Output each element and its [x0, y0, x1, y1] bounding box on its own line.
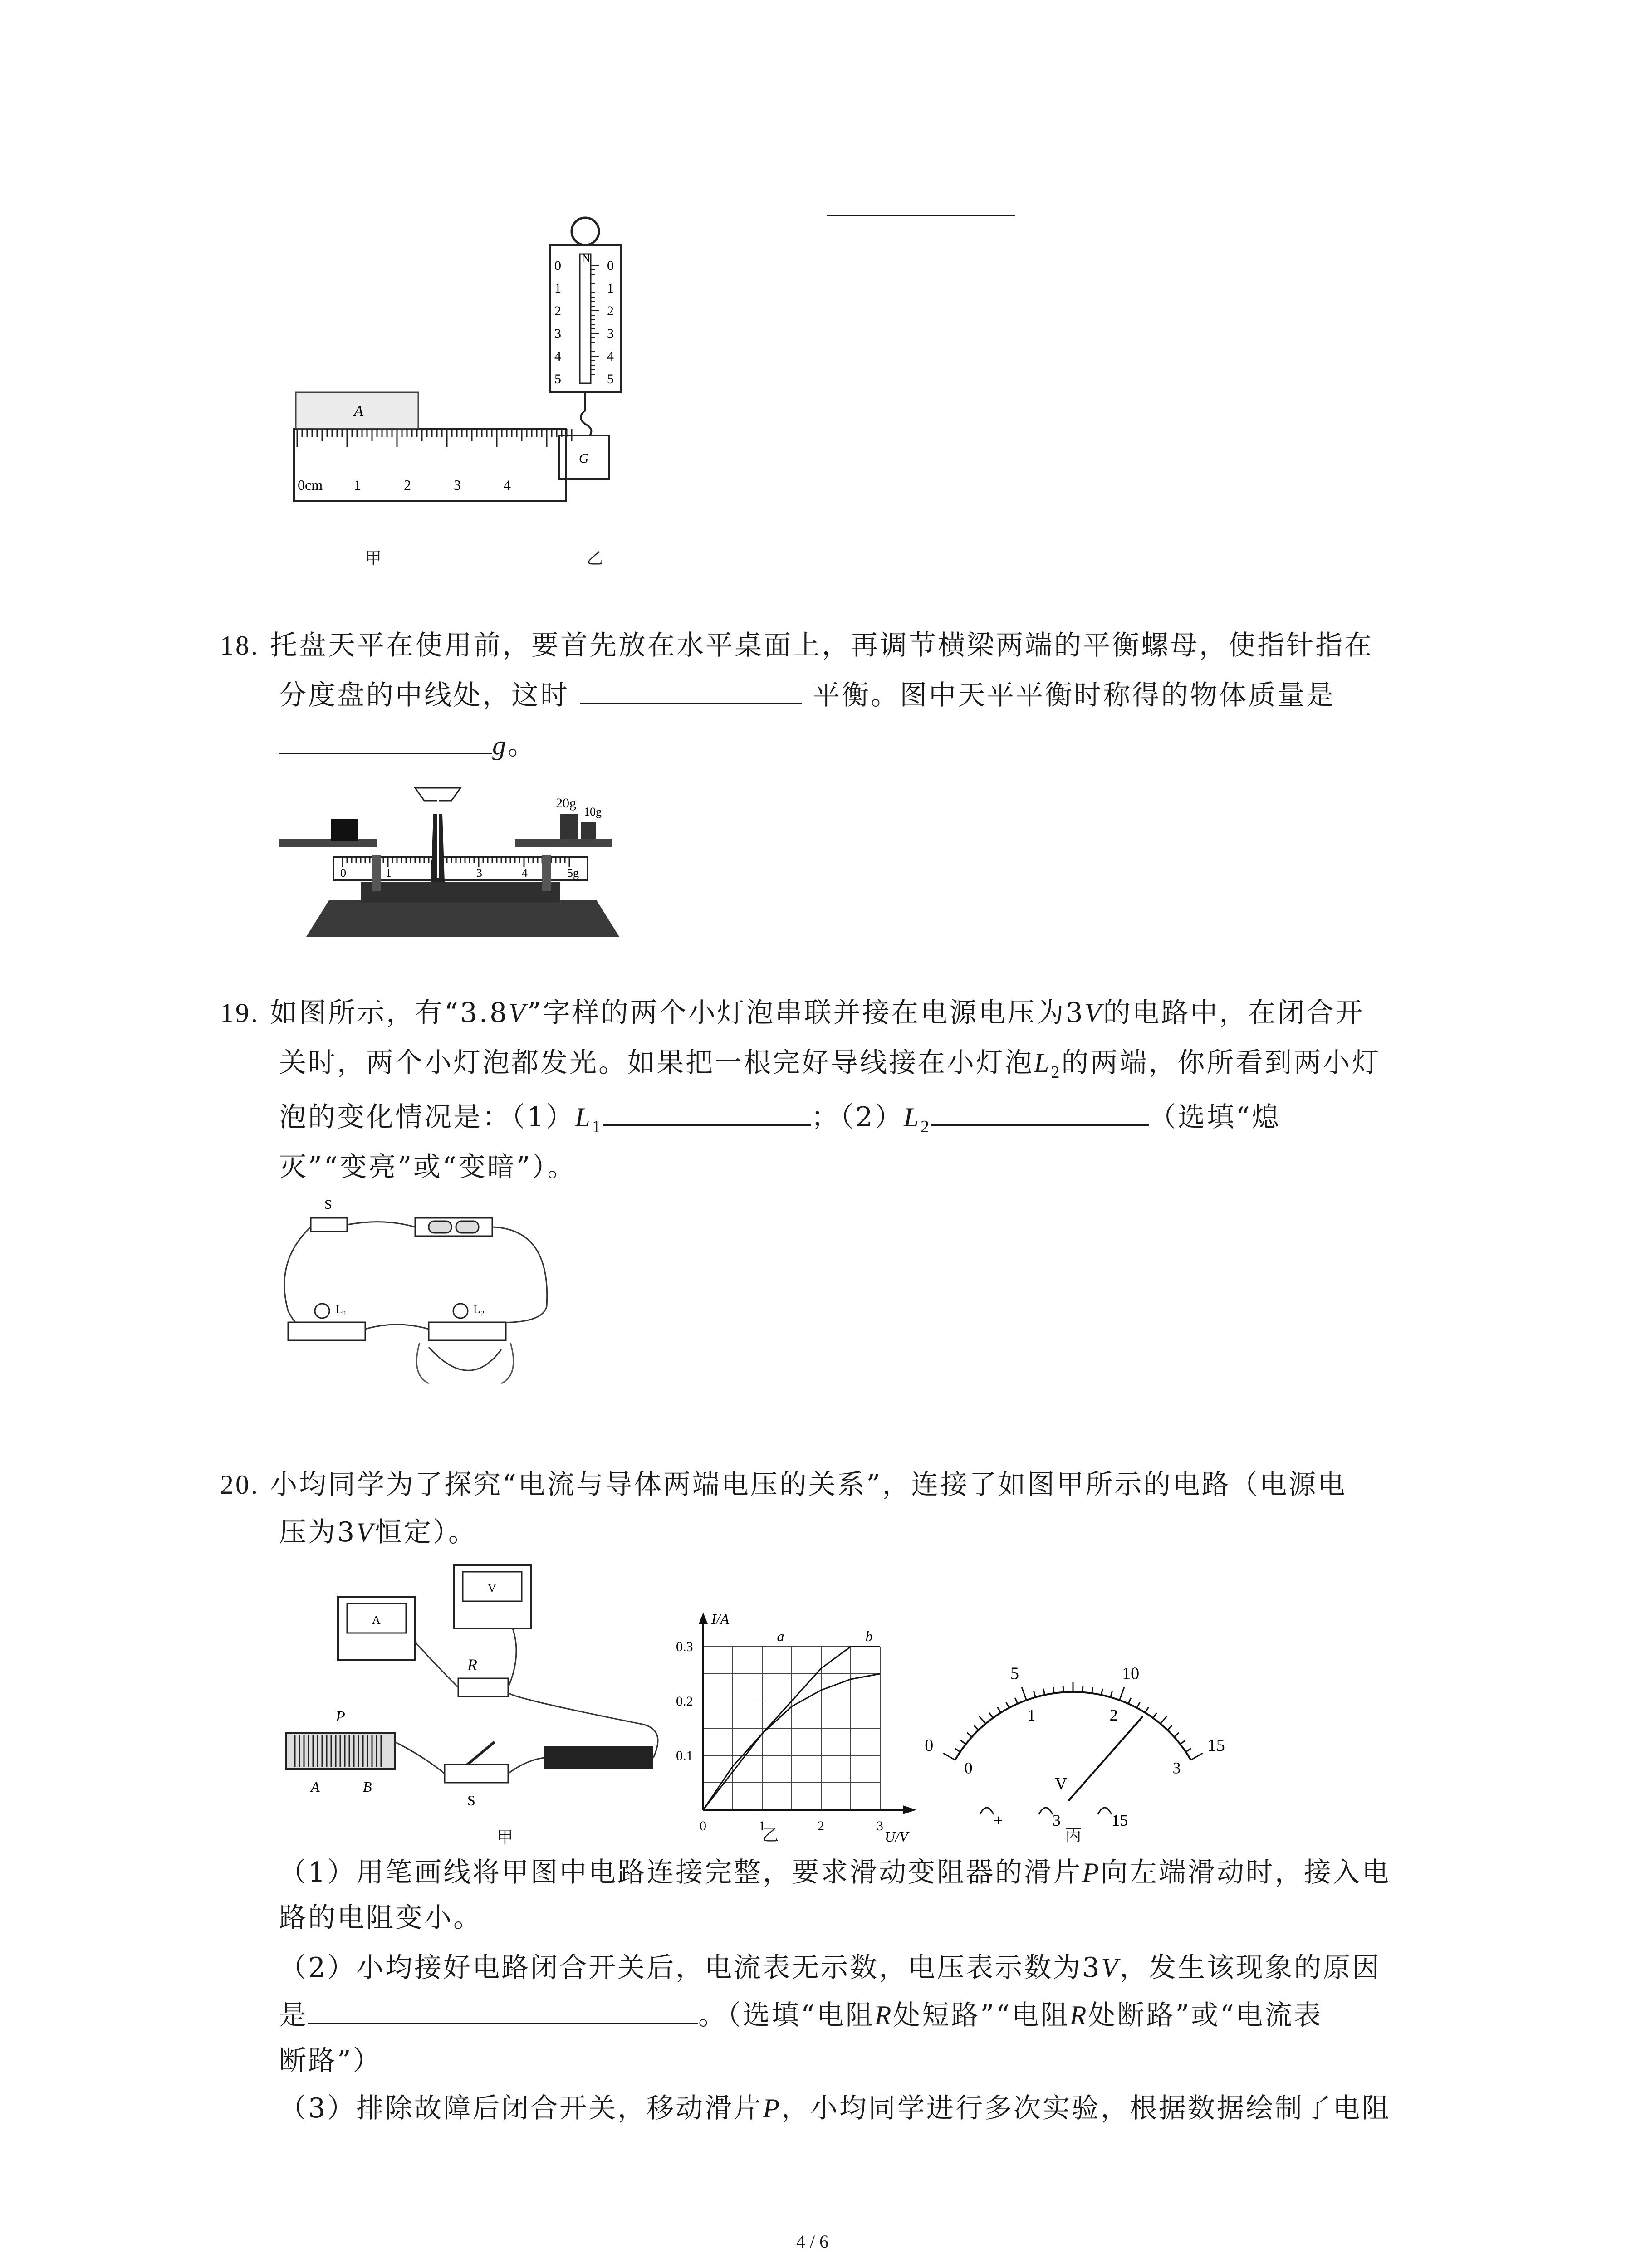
series-label-b: b — [865, 1628, 873, 1644]
dial-tick — [974, 1725, 979, 1730]
dial-outer-label: 15 — [1207, 1736, 1225, 1755]
q18-text: 托盘天平在使用前，要首先放在水平桌面上，再调节横梁两端的平衡螺母，使指针指在 — [270, 630, 1374, 661]
terminal-label: 3 — [1053, 1811, 1061, 1829]
terminal-A: A — [311, 1779, 320, 1795]
q20-part1-line1: （1）用笔画线将甲图中电路连接完整，要求滑动变阻器的滑片P向左端滑动时，接入电 — [279, 1857, 1391, 1888]
dial-outer-label: 10 — [1122, 1664, 1140, 1683]
page-number: 4 / 6 — [796, 2231, 829, 2252]
dial-inner-label: 2 — [1109, 1706, 1118, 1724]
balance-tick-label: 0 — [340, 866, 346, 880]
answer-blank[interactable] — [603, 1096, 811, 1126]
dial-tick — [1180, 1740, 1185, 1745]
dial-inner-label: 1 — [1027, 1706, 1036, 1724]
dial-tick — [1101, 1689, 1102, 1695]
q18-line2: 分度盘的中线处，这时 平衡。图中天平平衡时称得的物体质量是 — [279, 674, 1335, 717]
bulb1-label: L₁ — [336, 1303, 347, 1316]
dial-tick — [955, 1748, 960, 1752]
dial-needle — [1068, 1716, 1143, 1801]
ruler-tick-label: 3 — [454, 477, 461, 493]
spring-tick-label: 4 — [607, 349, 614, 364]
dial-tick — [1174, 1733, 1179, 1737]
q20-part2-line1: （2）小均接好电路闭合开关后，电流表无示数，电压表示数为3V，发生该现象的原因 — [279, 1952, 1381, 1984]
q20-part3-line1: （3）排除故障后闭合开关，移动滑片P，小均同学进行多次实验，根据数据绘制了电阻 — [279, 2092, 1391, 2124]
spring-balance — [550, 218, 621, 479]
figure-caption-a: 甲 — [365, 549, 382, 568]
dial-tick — [1167, 1725, 1172, 1730]
dial-tick — [1137, 1702, 1140, 1708]
spring-unit: N — [582, 252, 590, 265]
question-number: 20. — [220, 1470, 260, 1500]
ruler — [294, 392, 572, 501]
spring-tick-label: 2 — [554, 303, 561, 318]
spring-tick-label: 5 — [607, 371, 614, 386]
block-label: A — [354, 403, 363, 420]
dial-tick — [1034, 1691, 1035, 1697]
dial-tick — [1053, 1687, 1054, 1693]
spring-tick-label: 3 — [554, 326, 561, 341]
dial-tick — [1043, 1689, 1045, 1695]
x-axis-arrow — [903, 1805, 916, 1814]
dial-tick — [1153, 1713, 1156, 1718]
x-tick-label: 3 — [877, 1818, 883, 1833]
terminal-wire — [1039, 1808, 1053, 1814]
dial-tick — [1022, 1687, 1026, 1700]
q20-part2-line3: 断路”） — [279, 2045, 382, 2077]
dial-inner-label: 0 — [964, 1759, 973, 1777]
y-axis-label: I/A — [711, 1611, 730, 1627]
weight-label: G — [579, 451, 589, 466]
spring-tick-label: 1 — [607, 281, 614, 296]
figure-iu-graph — [676, 1606, 930, 1845]
spring-tick-label: 3 — [607, 326, 614, 341]
x-tick-label: 2 — [818, 1818, 824, 1833]
dial-tick — [1145, 1707, 1148, 1713]
balance-tick-label: 3 — [476, 866, 482, 880]
figure-balance — [279, 769, 642, 946]
ruler-tick-label: 1 — [354, 477, 361, 493]
figure-voltmeter-dial — [925, 1633, 1225, 1829]
x-tick-label: 1 — [759, 1818, 765, 1833]
slider-label: P — [336, 1708, 345, 1725]
bulb2-label: L₂ — [473, 1303, 485, 1316]
q18-line1 — [220, 624, 1373, 667]
answer-blank[interactable] — [580, 675, 802, 704]
question-number: 19. — [220, 998, 260, 1028]
spring-tick-label: 4 — [554, 349, 561, 364]
dial-tick — [943, 1753, 955, 1760]
q20-line1: 20. 小均同学为了探究“电流与导体两端电压的关系”，连接了如图甲所示的电路（电源电 — [220, 1469, 1347, 1501]
answer-blank-top — [827, 215, 1015, 216]
dial-outer-label: 5 — [1010, 1664, 1019, 1683]
question-number: 18. — [220, 631, 260, 660]
dial-tick — [1111, 1691, 1112, 1697]
q19-line2: 关时，两个小灯泡都发光。如果把一根完好导线接在小灯泡$L_2$的两端，你所看到两小灯 — [279, 1047, 1381, 1082]
terminal-wire — [980, 1808, 994, 1814]
answer-blank[interactable] — [279, 724, 492, 754]
q19-line1: 19. 如图所示，有“3.8V”字样的两个小灯泡串联并接在电源电压为3V的电路中，在闭合开 — [220, 997, 1365, 1029]
figure-ruler-spring — [272, 218, 635, 581]
q20-line2: 压为3V恒定）。 — [279, 1516, 477, 1548]
weight-20g: 20g — [556, 796, 576, 811]
figure-caption-b: 乙 — [587, 549, 603, 568]
dial-tick — [998, 1707, 1001, 1713]
answer-blank[interactable] — [308, 1994, 698, 2024]
balance-tick-label: 1 — [386, 866, 392, 880]
y-tick-label: 0.2 — [676, 1694, 693, 1709]
dial-tick — [979, 1716, 985, 1724]
balance-tick-label: 4 — [522, 866, 528, 880]
dial-unit: V — [1055, 1774, 1068, 1794]
dial-tick — [961, 1740, 966, 1745]
voltmeter-label: V — [488, 1582, 496, 1595]
terminal-label: 15 — [1112, 1811, 1128, 1829]
terminal-label: + — [994, 1811, 1003, 1829]
resistor-label: R — [467, 1656, 477, 1674]
spring-tick-label: 1 — [554, 281, 561, 296]
dial-tick — [1006, 1702, 1009, 1708]
dial-tick — [967, 1733, 972, 1737]
ammeter-label: A — [372, 1613, 381, 1627]
balance-tick-label: 5g — [567, 866, 579, 880]
dial-tick — [1092, 1687, 1093, 1693]
spring-tick-label: 0 — [554, 258, 561, 273]
series-label-a: a — [777, 1628, 784, 1644]
ruler-tick-label: 2 — [404, 477, 411, 493]
answer-blank[interactable] — [931, 1096, 1149, 1126]
dial-tick — [1128, 1698, 1131, 1704]
y-axis-arrow — [699, 1613, 708, 1624]
ruler-tick-label: 4 — [504, 477, 511, 493]
figure-caption-jia: 甲 — [497, 1828, 514, 1847]
terminal-B: B — [363, 1779, 372, 1795]
dial-outer-label: 0 — [925, 1736, 934, 1755]
dial-tick — [1120, 1687, 1124, 1700]
figure-experiment-circuit — [277, 1551, 681, 1823]
dial-tick — [1015, 1698, 1018, 1704]
figure-series-circuit — [279, 1193, 569, 1406]
figure-caption-yi: 乙 — [762, 1826, 779, 1845]
spring-tick-label: 5 — [554, 371, 561, 386]
q18-line3: g。 — [279, 723, 537, 767]
y-tick-label: 0.3 — [676, 1639, 693, 1654]
spring-tick-label: 2 — [607, 303, 614, 318]
dial-inner-label: 3 — [1172, 1759, 1181, 1777]
switch-label: S — [324, 1197, 332, 1212]
spring-tick-label: 0 — [607, 258, 614, 273]
y-tick-label: 0.1 — [676, 1748, 693, 1763]
dial-tick — [989, 1713, 993, 1718]
switch-S: S — [467, 1792, 475, 1809]
terminal-wire — [1098, 1808, 1112, 1814]
x-tick-label: 0 — [700, 1818, 706, 1833]
q20-part2-line2: 是 。（选填“电阻R处短路”“电阻R处断路”或“电流表 — [279, 1994, 1323, 2037]
dial-arc — [955, 1692, 1191, 1760]
x-axis-label: U/V — [885, 1828, 908, 1845]
figure-caption-bing: 丙 — [1065, 1826, 1082, 1845]
q19-line4: 灭”“变亮”或“变暗”）。 — [279, 1151, 577, 1183]
q19-line3: 泡的变化情况是：$(1)L_1$ ；$(2)L_2$ （选填“熄 — [279, 1095, 1281, 1149]
q20-part1-line2: 路的电阻变小。 — [279, 1902, 482, 1934]
dial-tick — [1161, 1716, 1167, 1724]
weight-10g: 10g — [584, 805, 602, 818]
ruler-unit: 0cm — [298, 477, 323, 493]
dial-tick — [1186, 1748, 1191, 1752]
dial-tick — [1191, 1753, 1203, 1760]
